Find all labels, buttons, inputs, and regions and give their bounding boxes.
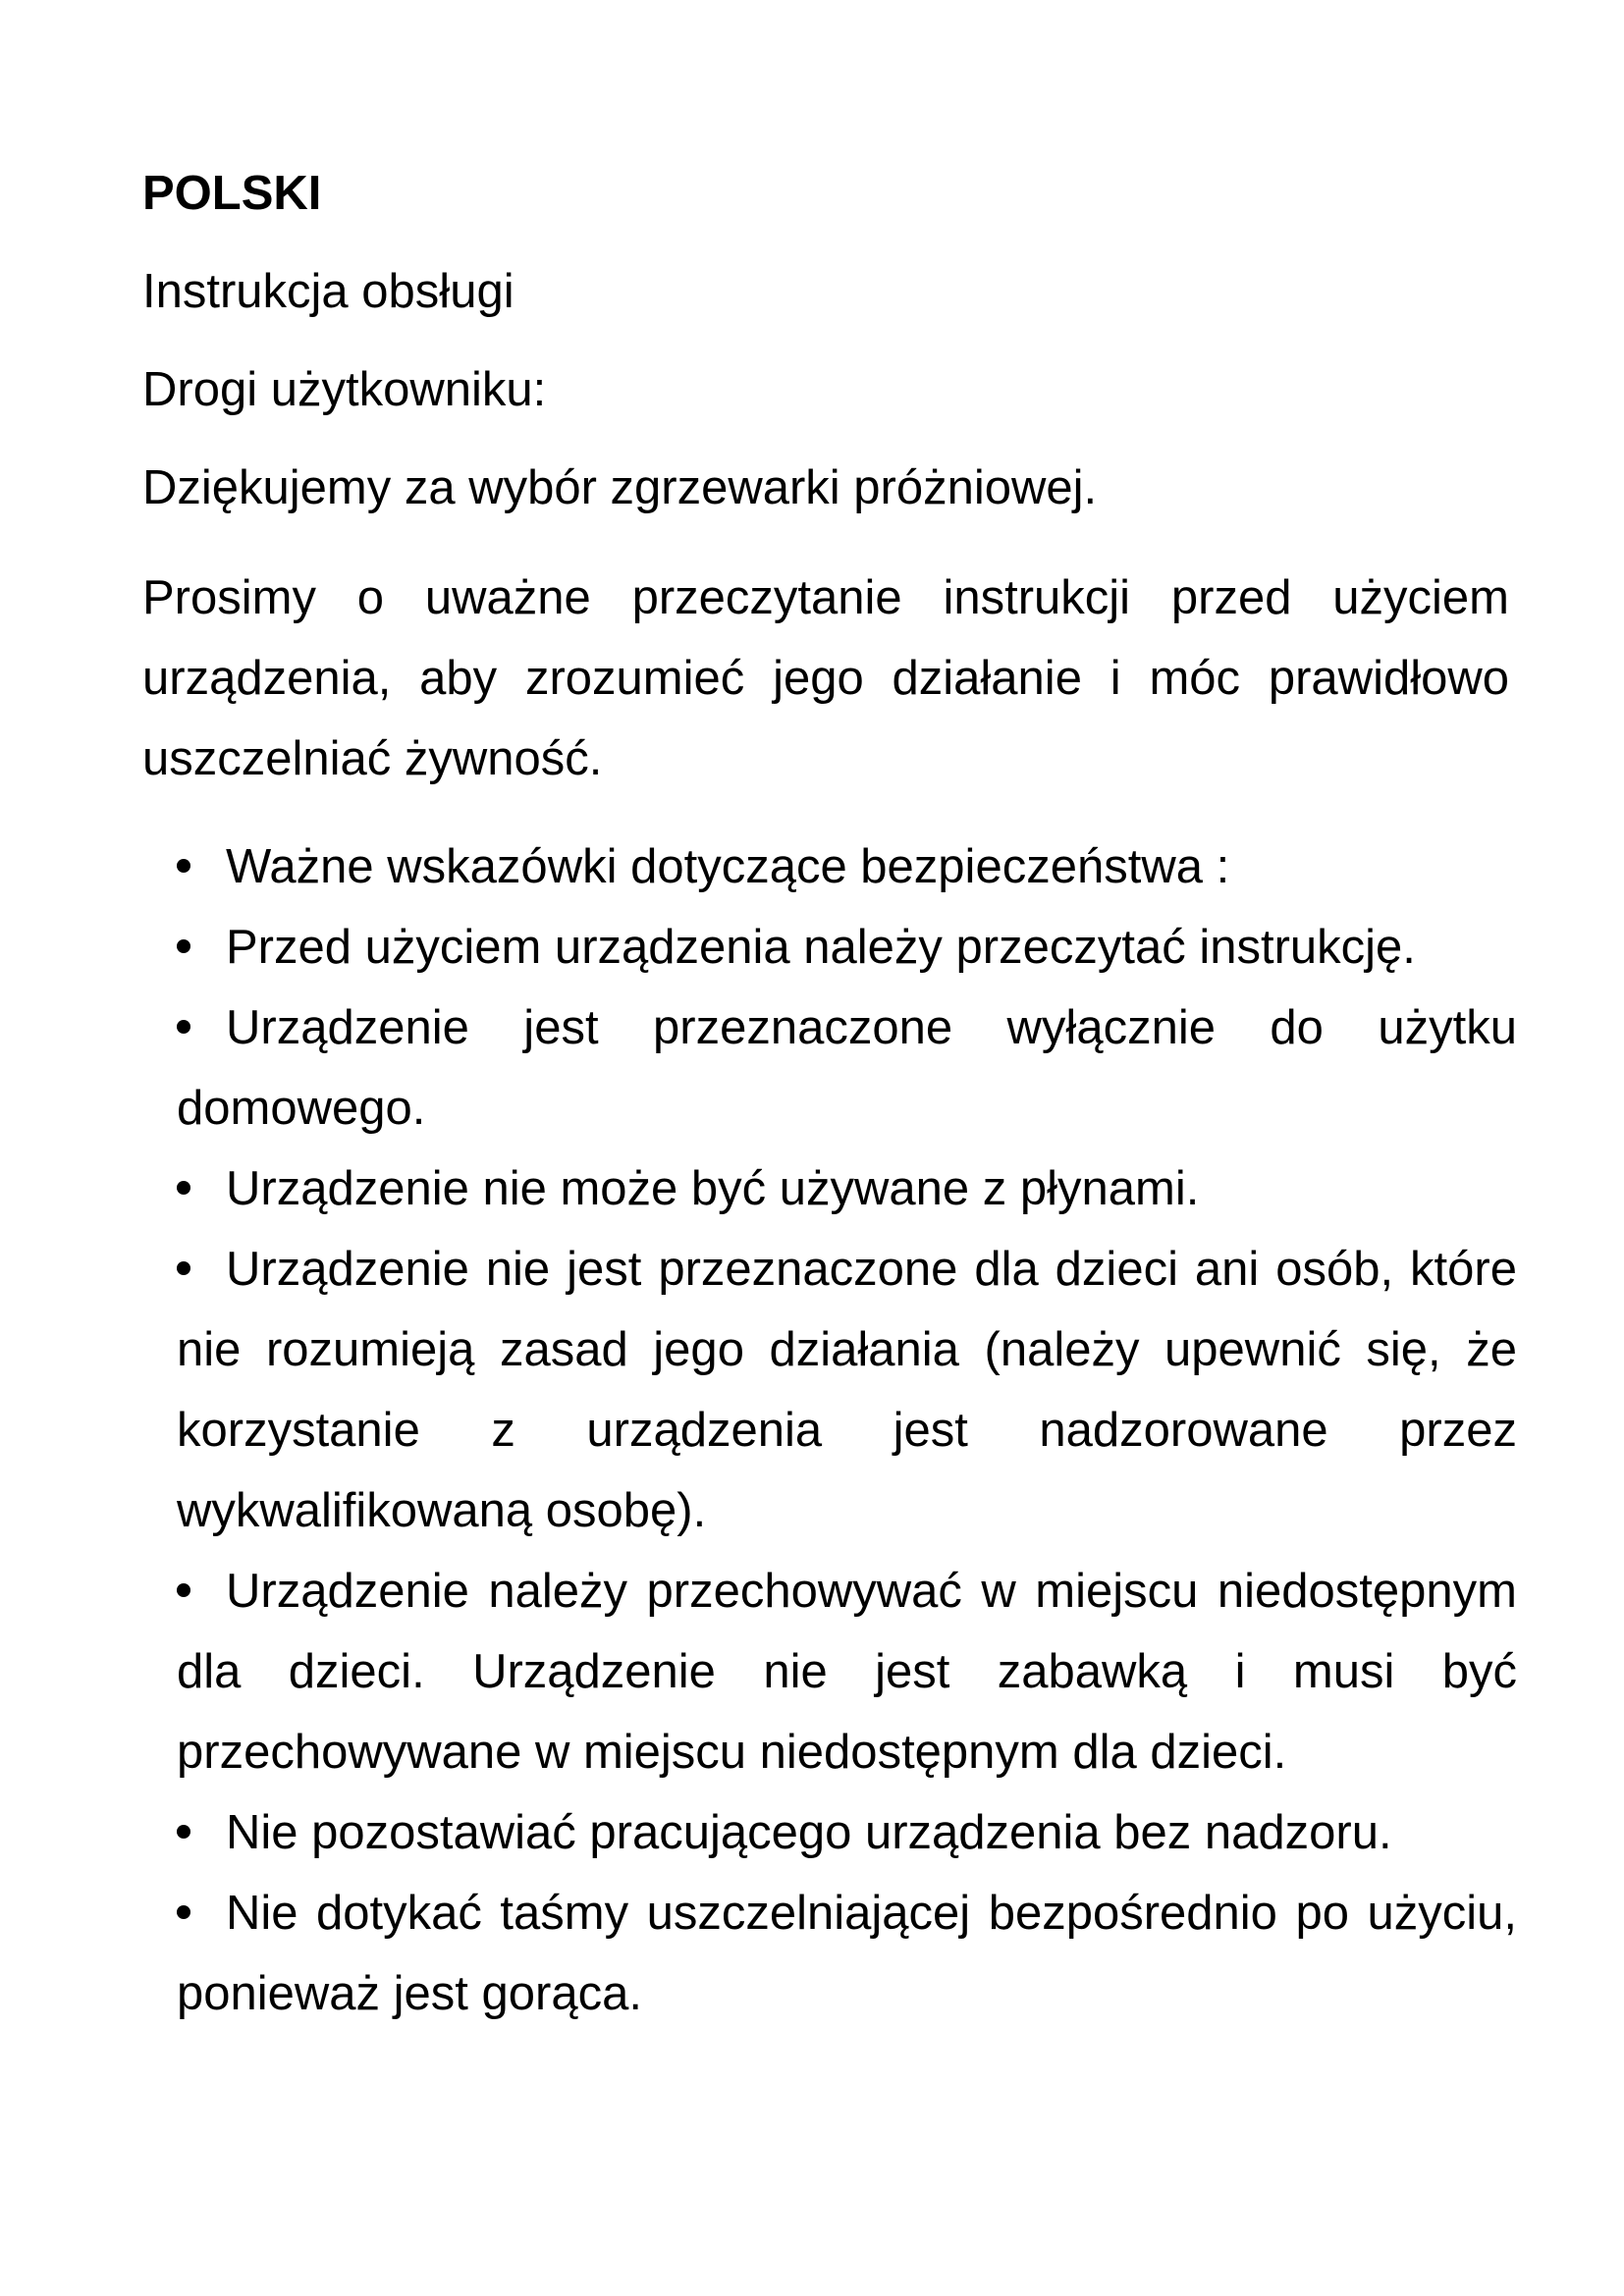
bullet-icon: [177, 1905, 190, 1919]
list-item-text: Urządzenie jest przeznaczone wyłącznie do użytku domowego.: [177, 1001, 1517, 1135]
language-heading: POLSKI: [142, 167, 322, 220]
list-item: [142, 1792, 1517, 1873]
manual-title: Instrukcja obsługi: [142, 265, 514, 318]
greeting: Drogi użytkowniku:: [142, 363, 547, 416]
list-item: [142, 1229, 1517, 1551]
safety-list: [142, 827, 1517, 2034]
bullet-icon: [177, 859, 190, 873]
list-item-text: Urządzenie nie może być używane z płynami.: [226, 1162, 1200, 1215]
list-item-text: Przed użyciem urządzenia należy przeczytać instrukcję.: [226, 921, 1416, 974]
bullet-icon: [177, 1825, 190, 1839]
list-item: [142, 988, 1517, 1148]
bullet-icon: [177, 1583, 190, 1597]
thanks-text: Dziękujemy za wybór zgrzewarki próżniowej.: [142, 461, 1098, 514]
intro-paragraph: Prosimy o uważne przeczytanie instrukcji przed użyciem urządzenia, aby zrozumieć jego działanie i móc prawidłowo uszczelniać żywność.: [142, 571, 1509, 785]
list-item: [142, 1551, 1517, 1792]
list-item: [142, 907, 1517, 988]
bullet-icon: [177, 1020, 190, 1034]
list-item-text: Urządzenie należy przechowywać w miejscu niedostępnym dla dzieci. Urządzenie nie jest zabawką i musi być przechowywane w miejscu niedostępnym dla dzieci.: [177, 1565, 1517, 1779]
list-item: [142, 1873, 1517, 2034]
bullet-icon: [177, 1181, 190, 1195]
list-item: [142, 827, 1517, 907]
list-item-text: Nie dotykać taśmy uszczelniającej bezpośrednio po użyciu, ponieważ jest gorąca.: [177, 1887, 1517, 2020]
list-item: [142, 1148, 1517, 1229]
list-item-text: Urządzenie nie jest przeznaczone dla dzieci ani osób, które nie rozumieją zasad jego działania (należy upewnić się, że korzystanie z urządzenia jest nadzorowane przez wykwalifikowaną osobę).: [177, 1243, 1517, 1537]
list-item-text: Nie pozostawiać pracującego urządzenia bez nadzoru.: [226, 1806, 1392, 1859]
list-item-text: Ważne wskazówki dotyczące bezpieczeństwa :: [226, 840, 1230, 893]
document-page: [142, 165, 1517, 2034]
bullet-icon: [177, 1261, 190, 1275]
bullet-icon: [177, 939, 190, 953]
